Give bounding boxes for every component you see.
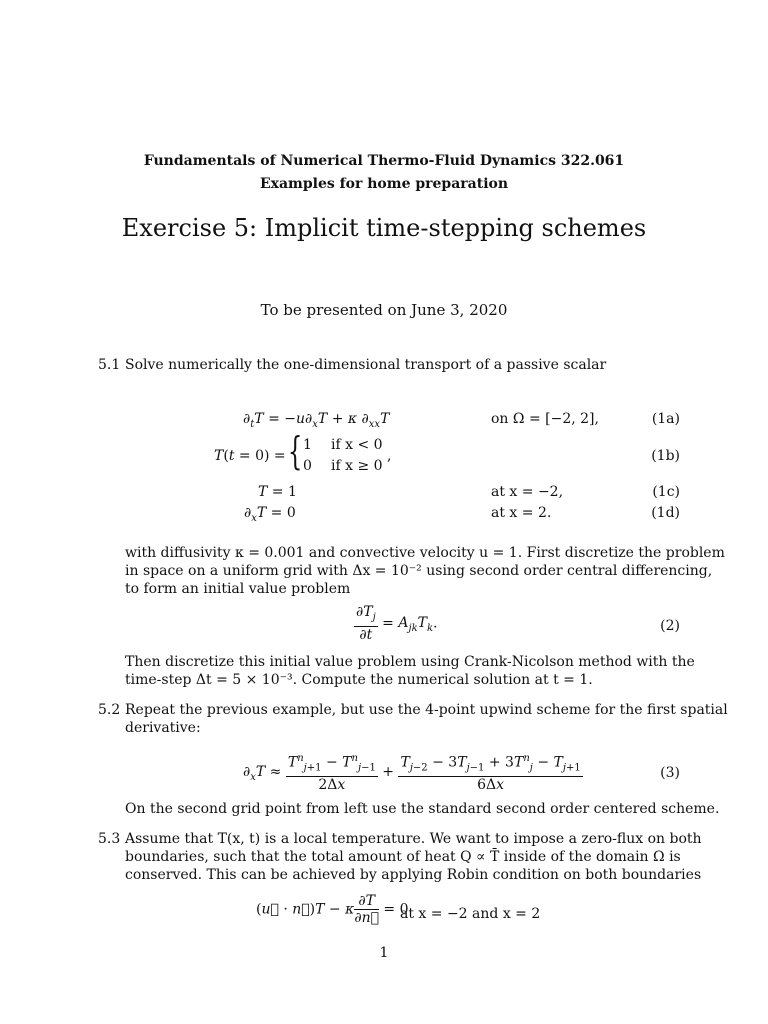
problem-5-1-crank-nicolson-line2: time-step Δt = 5 × 10⁻³. Compute the numerical solution at t = 1. <box>125 672 593 688</box>
page-number: 1 <box>379 945 389 961</box>
problem-5-3-line2: boundaries, such that the total amount of heat Q ∝ T̄ inside of the domain Ω is <box>125 849 681 865</box>
problem-5-2-line1: Repeat the previous example, but use the 4-point upwind scheme for the first spatial <box>125 702 728 718</box>
robin-condition-location: at x = −2 and x = 2 <box>400 906 541 922</box>
problem-5-2-line2: derivative: <box>125 720 201 736</box>
equation-1b-lhs: T(t = 0) = <box>214 448 286 464</box>
problem-5-1-intro: Solve numerically the one-dimensional transport of a passive scalar <box>125 357 607 373</box>
problem-5-1-number: 5.1 <box>98 357 121 373</box>
problem-5-3-line3: conserved. This can be achieved by applying Robin condition on both boundaries <box>125 867 702 883</box>
equation-1d-condition: at x = 2. <box>491 505 552 521</box>
equation-1a: $\partial_tT = -u\partial_xT + \kappa$ $\partial_{xx}T$ <box>243 411 390 430</box>
problem-5-1-paragraph-line1: with diffusivity κ = 0.001 and convective velocity u = 1. First discretize the problem <box>125 545 725 561</box>
equation-1b-comma: , <box>387 448 392 464</box>
equation-1a-domain: on Ω = [−2, 2], <box>491 411 599 427</box>
course-title: Fundamentals of Numerical Thermo-Fluid Dynamics 322.061 <box>143 153 625 169</box>
equation-1b-case1-condition: if x < 0 <box>331 437 383 453</box>
brace-symbol: { <box>287 429 303 473</box>
equation-3-number: (3) <box>660 765 680 781</box>
problem-5-3-line1: Assume that T(x, t) is a local temperature. We want to impose a zero-flux on both <box>125 831 702 847</box>
equation-1d-number: (1d) <box>651 505 680 521</box>
robin-condition-equation: (u⃗ · n⃗)T − κ $\frac{\partial T}{\partial n⃗}$ = 0 <box>256 893 409 926</box>
problem-5-1-crank-nicolson-line1: Then discretize this initial value problem using Crank-Nicolson method with the <box>125 654 695 670</box>
equation-1c: T = 1 <box>258 484 297 500</box>
presentation-date: To be presented on June 3, 2020 <box>260 301 508 319</box>
equation-1a-number: (1a) <box>651 411 680 427</box>
equation-1b-case1: 1 <box>303 437 312 453</box>
exercise-title: Exercise 5: Implicit time-stepping schemes <box>121 214 647 242</box>
equation-1d: $\partial_xT = 0$ <box>244 505 296 524</box>
problem-5-3-number: 5.3 <box>98 831 121 847</box>
equation-1b-case2: 0 <box>303 458 312 474</box>
problem-5-1-paragraph-line3: to form an initial value problem <box>125 581 351 597</box>
equation-2-number: (2) <box>660 618 680 634</box>
problem-5-1-paragraph-line2: in space on a uniform grid with Δx = 10⁻² using second order central differencing, <box>125 563 713 579</box>
equation-2: $\frac{\partial T_j}{\partial t}$ = $A_{jk}T_k$. <box>356 604 438 643</box>
problem-5-2-number: 5.2 <box>98 702 121 718</box>
equation-1b-number: (1b) <box>651 448 680 464</box>
course-subtitle: Examples for home preparation <box>259 176 509 192</box>
equation-1b-case2-condition: if x ≥ 0 <box>331 458 383 474</box>
problem-5-2-after: On the second grid point from left use the standard second order centered scheme. <box>125 801 720 817</box>
equation-3: $\partial_xT$ ≈ $\frac{T^n_{j+1} - T^n_{j-1}}{2\Delta x}$ + $\frac{T_{j-2} - 3T_{j-1} + 3T^n_j - T_{j+1}}{6\Delta x}$ <box>243 753 581 794</box>
equation-1c-condition: at x = −2, <box>491 484 564 500</box>
equation-1c-number: (1c) <box>652 484 680 500</box>
